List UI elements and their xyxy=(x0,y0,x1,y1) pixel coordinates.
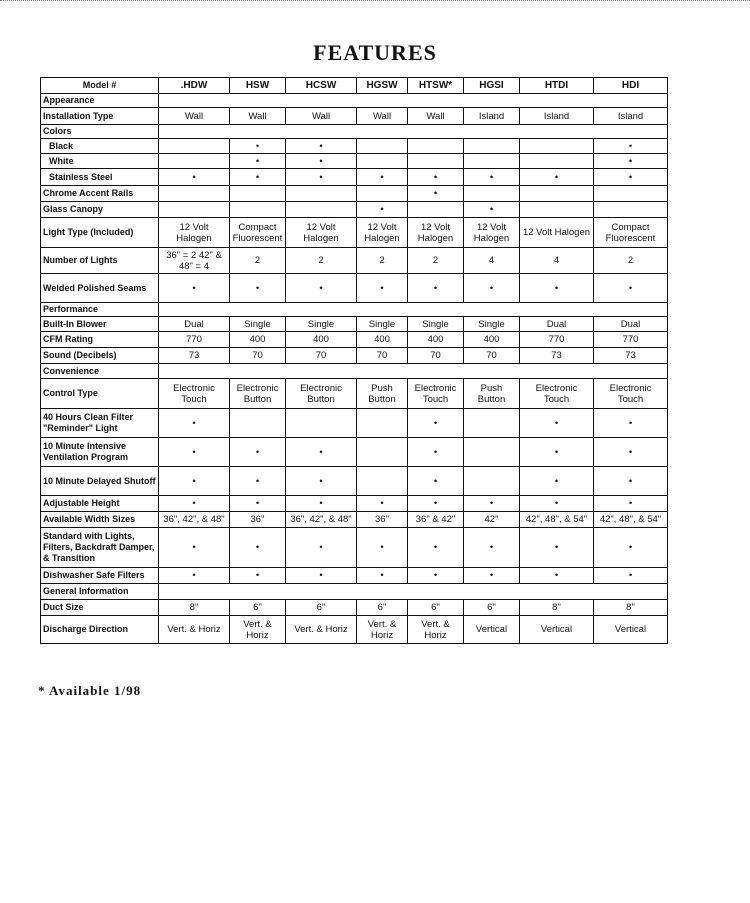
model-header-row xyxy=(41,78,668,94)
feature-value: 70 xyxy=(357,348,408,364)
feature-value xyxy=(357,139,408,154)
feature-value: Vert. & Horiz xyxy=(408,616,464,644)
section-spacer xyxy=(159,364,668,379)
feature-value xyxy=(357,438,408,467)
feature-available-mark: • xyxy=(594,274,668,303)
feature-value xyxy=(357,467,408,496)
feature-value: Electronic Touch xyxy=(594,379,668,409)
feature-value xyxy=(357,186,408,202)
feature-label: White xyxy=(41,154,159,169)
feature-value: Single xyxy=(357,317,408,332)
feature-label: Duct Size xyxy=(41,600,159,616)
model-header: HTSW* xyxy=(408,78,464,94)
feature-available-mark: • xyxy=(408,467,464,496)
feature-value: 12 Volt Halogen xyxy=(408,218,464,248)
feature-value: 70 xyxy=(464,348,520,364)
feature-value: Push Button xyxy=(464,379,520,409)
feature-value: Vert. & Horiz xyxy=(286,616,357,644)
feature-value: 36", 42", & 48" xyxy=(286,512,357,528)
feature-value: 6" xyxy=(464,600,520,616)
feature-value: Compact Fluorescent xyxy=(230,218,286,248)
model-header: HGSI xyxy=(464,78,520,94)
feature-value: 2 xyxy=(286,248,357,274)
feature-value xyxy=(159,202,230,218)
feature-value xyxy=(464,186,520,202)
feature-label: Stainless Steel xyxy=(41,169,159,186)
feature-value: Electronic Touch xyxy=(520,379,594,409)
feature-label: Light Type (Included) xyxy=(41,218,159,248)
feature-value xyxy=(286,202,357,218)
feature-available-mark: • xyxy=(594,139,668,154)
feature-available-mark: • xyxy=(286,568,357,584)
feature-value: 6" xyxy=(286,600,357,616)
feature-value: 73 xyxy=(594,348,668,364)
feature-label: Welded Polished Seams xyxy=(41,274,159,303)
feature-label: 10 Minute Delayed Shutoff xyxy=(41,467,159,496)
section-label: Appearance xyxy=(41,94,159,108)
feature-value xyxy=(520,202,594,218)
feature-row xyxy=(41,616,668,644)
feature-value: Single xyxy=(464,317,520,332)
feature-value: Electronic Button xyxy=(230,379,286,409)
model-header: HGSW xyxy=(357,78,408,94)
feature-row xyxy=(41,202,668,218)
feature-value: 8" xyxy=(594,600,668,616)
features-table xyxy=(40,77,668,644)
feature-row xyxy=(41,186,668,202)
feature-value: Vert. & Horiz xyxy=(230,616,286,644)
feature-available-mark: • xyxy=(286,496,357,512)
feature-value: 12 Volt Halogen xyxy=(159,218,230,248)
feature-available-mark: • xyxy=(520,467,594,496)
feature-row xyxy=(41,139,668,154)
feature-value xyxy=(464,438,520,467)
feature-row xyxy=(41,218,668,248)
feature-value xyxy=(520,186,594,202)
feature-value: 4 xyxy=(464,248,520,274)
feature-value: Electronic Button xyxy=(286,379,357,409)
feature-row xyxy=(41,568,668,584)
feature-available-mark: • xyxy=(159,496,230,512)
feature-row xyxy=(41,379,668,409)
feature-available-mark: • xyxy=(357,496,408,512)
model-header: HTDI xyxy=(520,78,594,94)
feature-value: 42", 48", & 54" xyxy=(594,512,668,528)
feature-value: Single xyxy=(408,317,464,332)
feature-value: 70 xyxy=(286,348,357,364)
feature-value: 12 Volt Halogen xyxy=(286,218,357,248)
features-table-body xyxy=(41,94,668,644)
feature-available-mark: • xyxy=(520,528,594,568)
model-header: HCSW xyxy=(286,78,357,94)
feature-value: Wall xyxy=(230,108,286,125)
feature-value: 70 xyxy=(230,348,286,364)
feature-available-mark: • xyxy=(357,202,408,218)
feature-available-mark: • xyxy=(594,438,668,467)
feature-value: Electronic Touch xyxy=(408,379,464,409)
feature-available-mark: • xyxy=(594,169,668,186)
feature-row xyxy=(41,154,668,169)
feature-row xyxy=(41,169,668,186)
feature-label: Adjustable Height xyxy=(41,496,159,512)
feature-available-mark: • xyxy=(594,568,668,584)
feature-label: Glass Canopy xyxy=(41,202,159,218)
feature-available-mark: • xyxy=(230,274,286,303)
feature-label: Built-In Blower xyxy=(41,317,159,332)
feature-value: Wall xyxy=(286,108,357,125)
section-spacer xyxy=(159,94,668,108)
feature-value: 42" xyxy=(464,512,520,528)
feature-value: Island xyxy=(520,108,594,125)
feature-label: Installation Type xyxy=(41,108,159,125)
feature-available-mark: • xyxy=(594,154,668,169)
feature-value: 2 xyxy=(357,248,408,274)
feature-available-mark: • xyxy=(230,496,286,512)
section-row xyxy=(41,125,668,139)
feature-available-mark: • xyxy=(286,438,357,467)
section-label: Performance xyxy=(41,303,159,317)
feature-available-mark: • xyxy=(408,568,464,584)
feature-row xyxy=(41,348,668,364)
feature-available-mark: • xyxy=(286,139,357,154)
feature-value xyxy=(408,202,464,218)
feature-value: 12 Volt Halogen xyxy=(357,218,408,248)
feature-label: 10 Minute Intensive Ventilation Program xyxy=(41,438,159,467)
feature-available-mark: • xyxy=(408,169,464,186)
section-spacer xyxy=(159,584,668,600)
model-header: HDI xyxy=(594,78,668,94)
feature-label: Chrome Accent Rails xyxy=(41,186,159,202)
feature-available-mark: • xyxy=(464,568,520,584)
feature-available-mark: • xyxy=(464,496,520,512)
feature-value: Single xyxy=(230,317,286,332)
feature-label: Black xyxy=(41,139,159,154)
feature-value xyxy=(159,139,230,154)
feature-row xyxy=(41,438,668,467)
feature-available-mark: • xyxy=(357,528,408,568)
feature-value: 770 xyxy=(594,332,668,348)
feature-value: Vertical xyxy=(464,616,520,644)
feature-available-mark: • xyxy=(520,274,594,303)
feature-available-mark: • xyxy=(286,169,357,186)
feature-value: 36", 42", & 48" xyxy=(159,512,230,528)
feature-value: 73 xyxy=(520,348,594,364)
feature-available-mark: • xyxy=(520,409,594,438)
feature-value xyxy=(464,139,520,154)
feature-available-mark: • xyxy=(159,274,230,303)
feature-value xyxy=(159,186,230,202)
feature-available-mark: • xyxy=(230,154,286,169)
feature-value: 6" xyxy=(408,600,464,616)
feature-row xyxy=(41,332,668,348)
model-header: .HDW xyxy=(159,78,230,94)
feature-value xyxy=(230,202,286,218)
feature-available-mark: • xyxy=(286,274,357,303)
feature-label: Standard with Lights, Filters, Backdraft Damper, & Transition xyxy=(41,528,159,568)
feature-available-mark: • xyxy=(230,438,286,467)
feature-available-mark: • xyxy=(286,154,357,169)
feature-value: 36" = 2 42" & 48" = 4 xyxy=(159,248,230,274)
feature-available-mark: • xyxy=(159,409,230,438)
feature-value: 400 xyxy=(357,332,408,348)
feature-label: CFM Rating xyxy=(41,332,159,348)
feature-value: 8" xyxy=(520,600,594,616)
feature-row xyxy=(41,248,668,274)
feature-available-mark: • xyxy=(230,139,286,154)
feature-row xyxy=(41,317,668,332)
feature-available-mark: • xyxy=(286,467,357,496)
section-spacer xyxy=(159,125,668,139)
scan-edge-marks xyxy=(0,0,750,7)
feature-value: Island xyxy=(594,108,668,125)
feature-value: Vertical xyxy=(594,616,668,644)
feature-row xyxy=(41,528,668,568)
feature-value: Wall xyxy=(408,108,464,125)
feature-label: Discharge Direction xyxy=(41,616,159,644)
model-header-label: Model # xyxy=(41,78,159,94)
feature-available-mark: • xyxy=(230,467,286,496)
section-row xyxy=(41,584,668,600)
feature-value: 8" xyxy=(159,600,230,616)
feature-available-mark: • xyxy=(159,169,230,186)
feature-value xyxy=(230,409,286,438)
feature-available-mark: • xyxy=(159,467,230,496)
feature-value: 36" xyxy=(230,512,286,528)
feature-available-mark: • xyxy=(230,528,286,568)
model-header: HSW xyxy=(230,78,286,94)
feature-value xyxy=(408,139,464,154)
feature-value: Dual xyxy=(159,317,230,332)
page-title: FEATURES xyxy=(313,40,437,65)
section-label: Colors xyxy=(41,125,159,139)
feature-available-mark: • xyxy=(230,169,286,186)
feature-value: Compact Fluorescent xyxy=(594,218,668,248)
feature-value xyxy=(520,139,594,154)
feature-value xyxy=(520,154,594,169)
feature-value: 36" xyxy=(357,512,408,528)
feature-value xyxy=(357,154,408,169)
section-spacer xyxy=(159,303,668,317)
feature-available-mark: • xyxy=(230,568,286,584)
feature-value: 6" xyxy=(357,600,408,616)
feature-available-mark: • xyxy=(520,438,594,467)
feature-value: Electronic Touch xyxy=(159,379,230,409)
feature-available-mark: • xyxy=(594,528,668,568)
feature-row xyxy=(41,274,668,303)
feature-value xyxy=(286,409,357,438)
section-label: Convenience xyxy=(41,364,159,379)
feature-row xyxy=(41,600,668,616)
feature-value xyxy=(230,186,286,202)
feature-value: 2 xyxy=(230,248,286,274)
feature-label: Sound (Decibels) xyxy=(41,348,159,364)
feature-value xyxy=(464,154,520,169)
feature-value: 2 xyxy=(594,248,668,274)
feature-available-mark: • xyxy=(594,467,668,496)
feature-value xyxy=(594,186,668,202)
feature-label: Dishwasher Safe Filters xyxy=(41,568,159,584)
feature-value xyxy=(594,202,668,218)
feature-label: Control Type xyxy=(41,379,159,409)
feature-value: Vertical xyxy=(520,616,594,644)
section-row xyxy=(41,303,668,317)
feature-value: 400 xyxy=(230,332,286,348)
feature-value: Vert. & Horiz xyxy=(357,616,408,644)
section-label: General Information xyxy=(41,584,159,600)
feature-available-mark: • xyxy=(464,169,520,186)
feature-available-mark: • xyxy=(464,528,520,568)
feature-value: 400 xyxy=(286,332,357,348)
feature-available-mark: • xyxy=(464,202,520,218)
feature-value: Wall xyxy=(357,108,408,125)
feature-row xyxy=(41,409,668,438)
feature-value: Dual xyxy=(594,317,668,332)
feature-available-mark: • xyxy=(408,496,464,512)
feature-value xyxy=(159,154,230,169)
feature-available-mark: • xyxy=(408,438,464,467)
feature-available-mark: • xyxy=(357,169,408,186)
feature-available-mark: • xyxy=(408,274,464,303)
feature-label: 40 Hours Clean Filter "Reminder" Light xyxy=(41,409,159,438)
feature-available-mark: • xyxy=(159,568,230,584)
feature-value: 2 xyxy=(408,248,464,274)
feature-label: Number of Lights xyxy=(41,248,159,274)
feature-available-mark: • xyxy=(464,274,520,303)
feature-value xyxy=(286,186,357,202)
feature-row xyxy=(41,108,668,125)
feature-value: 12 Volt Halogen xyxy=(520,218,594,248)
feature-row xyxy=(41,467,668,496)
feature-row xyxy=(41,512,668,528)
feature-value xyxy=(357,409,408,438)
feature-available-mark: • xyxy=(520,169,594,186)
feature-available-mark: • xyxy=(357,274,408,303)
feature-available-mark: • xyxy=(159,438,230,467)
feature-value xyxy=(464,409,520,438)
feature-available-mark: • xyxy=(408,528,464,568)
feature-value: 70 xyxy=(408,348,464,364)
feature-available-mark: • xyxy=(159,528,230,568)
feature-value: 400 xyxy=(408,332,464,348)
feature-available-mark: • xyxy=(594,409,668,438)
feature-value: 36" & 42" xyxy=(408,512,464,528)
feature-row xyxy=(41,496,668,512)
feature-available-mark: • xyxy=(408,409,464,438)
feature-label: Available Width Sizes xyxy=(41,512,159,528)
feature-available-mark: • xyxy=(286,528,357,568)
feature-value: 770 xyxy=(520,332,594,348)
section-row xyxy=(41,364,668,379)
feature-available-mark: • xyxy=(520,568,594,584)
feature-available-mark: • xyxy=(520,496,594,512)
feature-value: Wall xyxy=(159,108,230,125)
feature-value: 42", 48", & 54" xyxy=(520,512,594,528)
feature-value: 770 xyxy=(159,332,230,348)
feature-value: Dual xyxy=(520,317,594,332)
feature-value: 73 xyxy=(159,348,230,364)
feature-available-mark: • xyxy=(408,186,464,202)
availability-footnote: * Available 1/98 xyxy=(38,683,142,698)
feature-value: 6" xyxy=(230,600,286,616)
section-row xyxy=(41,94,668,108)
feature-value: Push Button xyxy=(357,379,408,409)
feature-value: Vert. & Horiz xyxy=(159,616,230,644)
feature-value: 400 xyxy=(464,332,520,348)
feature-value: 12 Volt Halogen xyxy=(464,218,520,248)
feature-value xyxy=(408,154,464,169)
feature-value: Single xyxy=(286,317,357,332)
feature-value xyxy=(464,467,520,496)
feature-available-mark: • xyxy=(594,496,668,512)
feature-value: 4 xyxy=(520,248,594,274)
feature-value: Island xyxy=(464,108,520,125)
feature-available-mark: • xyxy=(357,568,408,584)
